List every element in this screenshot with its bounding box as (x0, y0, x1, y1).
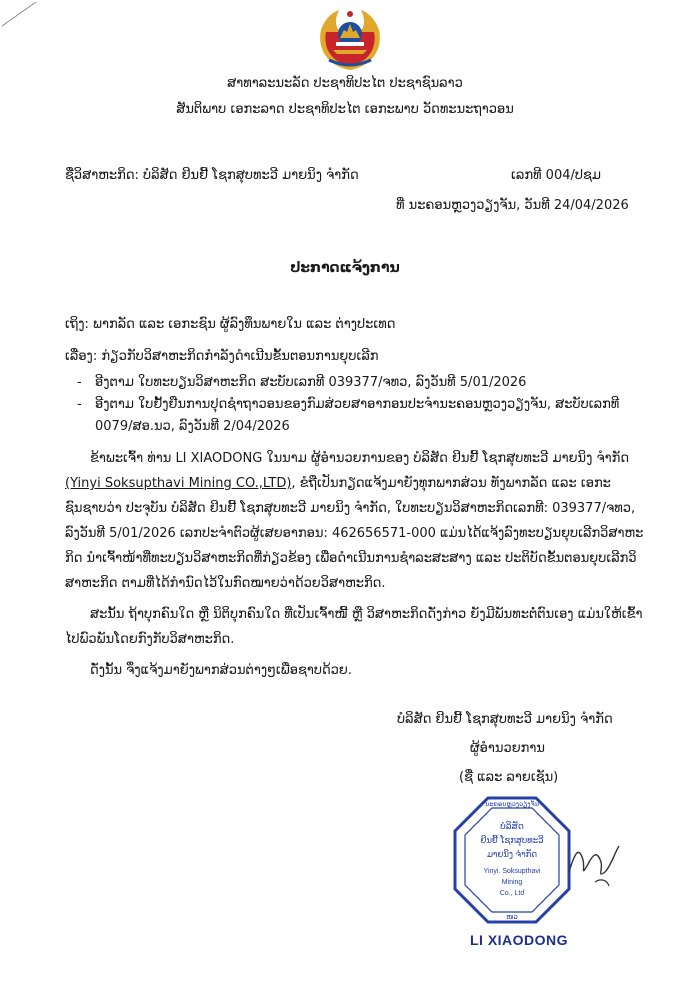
place-and-date: ທີ່ ນະຄອນຫຼວງວຽງຈັນ, ວັນທີ 24/04/2026 (396, 198, 629, 213)
company-english-name: (Yinyi Soksupthavi Mining CO.,LTD) (65, 476, 292, 491)
subject-line: ເລື່ອງ: ກ່ຽວກັບວິສາຫະກິດກຳລັງດຳເນີນຂັ້ນຕອນການຍຸບເລີກ (65, 349, 379, 364)
seal-en-line-2: Mining (501, 879, 523, 886)
recipient-line: ເຖິງ: ພາກລັດ ແລະ ເອກະຊົນ ຜູ້ລົງທຶນພາຍໃນ ແລະ ຕ່າງປະເທດ (65, 317, 396, 332)
paragraph-2-line-2: ໄປພົວພັນໂດຍກົງກັບວິສາຫະກິດ. (65, 632, 235, 647)
paragraph-1-line-2 (65, 476, 611, 491)
lao-national-emblem-icon (313, 4, 387, 72)
signatory-name: LI XIAODONG (470, 932, 569, 948)
bullet-dash: - (77, 375, 82, 390)
handwritten-signature-icon (565, 832, 625, 892)
reference-item-2-cont: 0079/ສອ.ນວ, ລົງວັນທີ 2/04/2026 (95, 419, 290, 434)
country-name-heading: ສາທາລະນະລັດ ປະຊາທິປະໄຕ ປະຊາຊົນລາວ (227, 76, 463, 91)
seal-top-text: ນະຄອນຫຼວງວຽງຈັນ (485, 800, 539, 808)
reference-item-2: ອີງຕາມ ໃບຢັ້ງຢືນການປຸດຊຳຖາວອນຂອງກົມສ່ວຍສາອາກອນປະຈຳນະຄອນຫຼວງວຽງຈັນ, ສະບັບເລກທີ (95, 397, 620, 412)
paragraph-1-line-1: ຂ້າພະເຈົ້າ ທ່ານ LI XIAODONG ໃນນາມ ຜູ້ອຳນວຍການຂອງ ບໍລິສັດ ຢິນຢີ້ ໂຊກສຸບທະວີ ມາຍນິງ ຈຳກັດ (90, 451, 630, 466)
enterprise-name: ຊື່ວິສາຫະກິດ: ບໍລິສັດ ຢິນຢີ້ ໂຊກສຸບທະວີ ມາຍນິງ ຈຳກັດ (65, 168, 359, 183)
seal-line-2: ຢິນຢີ້ ໂຊກສຸບທະວີ (480, 836, 544, 846)
company-seal-stamp-icon (452, 795, 572, 925)
paragraph-2-line-1: ສະນັ້ນ ຖ້າບຸກຄົນໃດ ຫຼື ນິຕິບຸກຄົນໃດ ທີ່ເປັນເຈົ້າໜີ້ ຫຼື ວິສາຫະກິດດັ່ງກ່າວ ຍັງມີພັນທະຕໍ່ຕົນເອງ ແມ່ນໃຫ້ເຂົ້າ (90, 607, 643, 622)
seal-line-1: ບໍລິສັດ (500, 822, 524, 832)
signatory-company: ບໍລິສັດ ຢິນຢີ້ ໂຊກສຸບທະວີ ມາຍນິງ ຈຳກັດ (397, 712, 613, 727)
notice-title: ປະກາດແຈ້ງການ (290, 260, 400, 276)
seal-bottom-text: ໜວ (506, 913, 518, 921)
national-motto: ສັນຕິພາບ ເອກະລາດ ປະຊາທິປະໄຕ ເອກະພາບ ວັດທະນະຖາວອນ (176, 102, 514, 117)
seal-en-line-1: Yinyi. Soksupthavi (483, 868, 541, 875)
paragraph-1-line-4: ລົງວັນທີ 5/01/2026 ເລກປະຈຳຕົວຜູ້ເສຍອາກອນ: 462656571-000 ແມ່ນໄດ້ແຈ້ງລົງທະບຽນຍຸບເລີກວິສາຫະ (65, 526, 644, 541)
seal-line-3: ມາຍນິງ ຈຳກັດ (486, 850, 538, 860)
closing-line: ດັ່ງນັ້ນ ຈຶ່ງແຈ້ງມາຍັງພາກສ່ວນຕ່າງໆເພື່ອຊາບດ້ວຍ. (90, 663, 352, 678)
reference-number: ເລກທີ 004/ປຊມ (511, 168, 602, 183)
reference-item-1: ອີງຕາມ ໃບທະບຽນວິສາຫະກິດ ສະບັບເລກທີ 039377/ຈທວ, ລົງວັນທີ 5/01/2026 (95, 375, 527, 390)
name-and-signature-note: (ຊື່ ແລະ ລາຍເຊັນ) (459, 770, 559, 785)
paragraph-1-line-3: ຊົນຊາບວ່າ ປະຈຸບັນ ບໍລິສັດ ຢິນຢີ້ ໂຊກສຸບທະວີ ມາຍນິງ ຈຳກັດ, ໃບທະບຽນວິສາຫະກິດເລກທີ: 039377/ຈທວ, (65, 501, 636, 516)
signatory-title: ຜູ້ອຳນວຍການ (470, 741, 545, 756)
paragraph-1-line-2-rest: , ຂໍຖືເປັນກຽດແຈ້ງມາຍັງທຸກພາກສ່ວນ ທັງພາກລັດ ແລະ ເອກະ (291, 476, 611, 491)
paragraph-1-line-5: ກິດ ນຳເຈົ້າໜ້າທີ່ທະບຽນວິສາຫະກິດທີ່ກ່ຽວຂ້ອງ ເພື່ອດຳເນີນການຊຳລະສະສາງ ແລະ ປະຕິບັດຂັ້ນຕອນຍຸບເລີກວິ (65, 551, 637, 566)
corner-pen-mark (0, 0, 40, 30)
paragraph-1-line-6: ສາຫະກິດ ຕາມທີ່ໄດ້ກຳນົດໄວ້ໃນກົດໝາຍວ່າດ້ວຍວິສາຫະກິດ. (65, 576, 386, 591)
seal-en-line-3: Co., Ltd (499, 890, 525, 897)
bullet-dash: - (77, 397, 82, 412)
